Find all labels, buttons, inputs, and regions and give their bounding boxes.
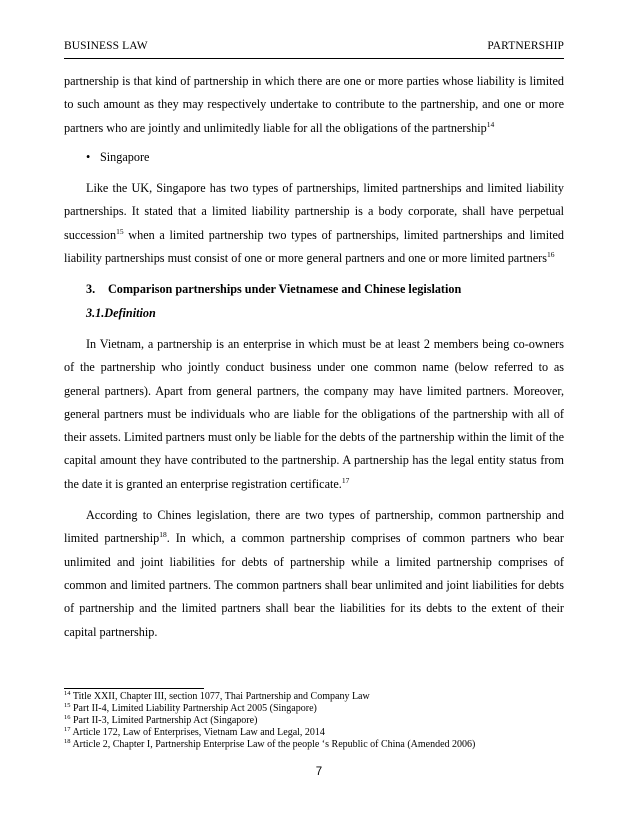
paragraph-text: partnership is that kind of partnership in which there are one or more parties whose liability is limited to such amount as they may respectively undertake to contribute to the partnership, and one or more partners who are jointly and unlimitedly liable for all the obligations of the partnership [64, 74, 564, 135]
footnote-ref-18: 18 [159, 530, 167, 540]
footnote-item [64, 715, 564, 727]
footnote-ref-14: 14 [486, 119, 495, 129]
paragraph-text: According to Chines legislation, there are two types of partnership, common partnership and limited partnership [64, 508, 564, 546]
footnote-separator [64, 688, 204, 689]
section-number: 3. [86, 282, 96, 297]
bullet-item-singapore [86, 146, 564, 169]
page-number: 7 [315, 766, 323, 778]
subsection-heading: 3.1.Definition [86, 305, 156, 320]
footnote-number: 15 [64, 701, 71, 709]
footnote-number: 17 [64, 725, 71, 733]
footnotes [64, 691, 564, 751]
footnote-text: Title XXII, Chapter III, section 1077, Thai Partnership and Company Law [70, 691, 370, 702]
header-rule [64, 58, 564, 59]
header-left: BUSINESS LAW [64, 40, 148, 52]
footnote-number: 14 [64, 690, 71, 697]
section-heading [64, 278, 564, 301]
bullet-label: Singapore [100, 149, 150, 164]
footnote-ref-17: 17 [341, 475, 350, 485]
section-title: Comparison partnerships under Vietnamese and Chinese legislation [108, 282, 462, 297]
paragraph-continuation [64, 70, 564, 140]
footnote-text: Article 172, Law of Enterprises, Vietnam Law and Legal, 2014 [70, 726, 325, 738]
bullet-icon: • [86, 149, 91, 164]
footnote-ref-16: 16 [546, 250, 555, 260]
paragraph-text: Like the UK, Singapore has two types of partnerships, limited partnerships and limited liability partnerships. It stated that a limited liability partnership is a body corporate, shall have perpetual succession [64, 181, 564, 242]
footnote-item [64, 739, 564, 751]
footnote-text: Part II-3, Limited Partnership Act (Singapore) [70, 714, 258, 726]
paragraph-text: when a limited partnership two types of partnerships, limited partnerships and limited liability partnerships must consist of one or more general partners and one or more limited partners [64, 227, 564, 266]
footnote-number: 18 [64, 737, 71, 745]
footnote-item [64, 703, 564, 715]
footnote-ref-15: 15 [116, 226, 124, 236]
footnote-item [64, 727, 564, 739]
header-right: PARTNERSHIP [487, 40, 564, 52]
document-body [64, 70, 564, 644]
paragraph-text: In Vietnam, a partnership is an enterprise in which must be at least 2 members being co-owners of the partnership who jointly conduct business under one common name (below referred to as general partners). Apart from general partners, the company may have limited partners. Moreover, general partners must be individuals who are liable for the obligations of the partnership with all of their assets. Limited partners must only be liable for the debts of the partnership within the limit of the capital amount they have contributed to the partnership. A partnership has the legal entity status from the date it is granted an enterprise registration certificate. [64, 336, 564, 491]
footnote-number: 16 [64, 713, 71, 721]
footnote-text: Article 2, Chapter I, Partnership Enterprise Law of the people ‘s Republic of China (Amended 2006) [70, 738, 476, 750]
footnote-text: Part II-4, Limited Liability Partnership Act 2005 (Singapore) [70, 702, 317, 714]
paragraph-singapore [64, 177, 564, 270]
paragraph-text: . In which, a common partnership comprises of common partners who bear unlimited and joint liabilities for debts of partnership while a limited partnership comprises of common and limited partners. The common partners shall bear unlimited and joint liabilities for debts of partnership and the limited partners shall bear the liabilities for its debts to the extent of their capital partnership. [64, 531, 564, 639]
paragraph-china [64, 504, 564, 644]
paragraph-vietnam [64, 333, 564, 496]
footnote-item [64, 691, 564, 703]
